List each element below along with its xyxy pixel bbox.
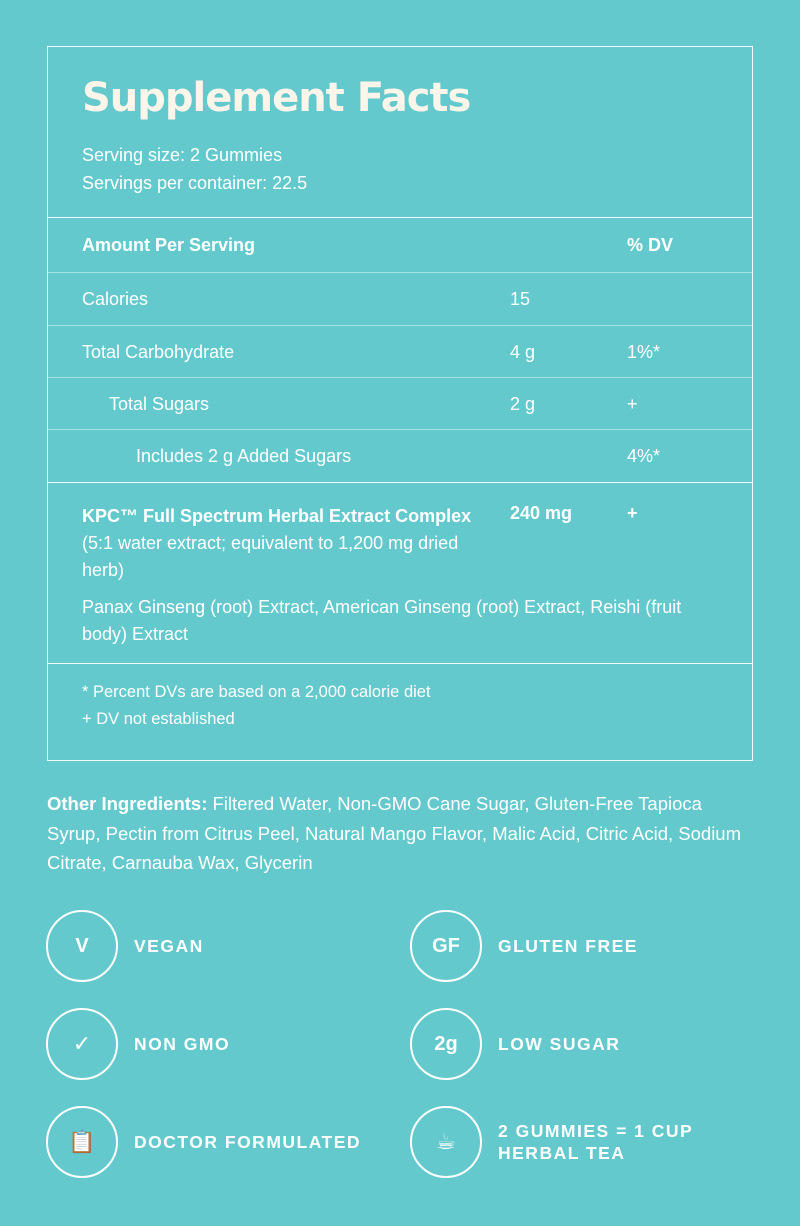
other-ingredients [47,789,757,878]
badge-gluten-free [410,910,638,982]
badge-label-non-gmo: NON GMO [134,1034,231,1054]
row-name-total-sugars: Total Sugars [109,394,210,414]
serving-size: Serving size: 2 Gummies [82,145,283,165]
badge-label-herbal-tea: 2 GUMMIES = 1 CUP HERBAL TEA [498,1121,694,1163]
row-name-calories: Calories [82,289,149,309]
vegan-icon: V [46,910,118,982]
row-dv-carbohydrate: 1%* [627,342,661,362]
tea-cup-icon: ☕ [410,1106,482,1178]
dv-header: % DV [627,235,674,255]
row-amount-calories: 15 [510,289,531,309]
row-dv-added-sugars: 4%* [627,446,661,466]
herbal-extract-ingredients: Panax Ginseng (root) Extract, American Ginseng (root) Extract, Reishi (fruit body) Extract [82,597,682,644]
supplement-facts-panel [47,46,753,761]
badge-doctor-formulated [46,1106,361,1178]
table-row [48,430,752,483]
other-ingredients-label: Other Ingredients: [47,793,208,814]
badge-label-vegan: VEGAN [134,936,204,956]
facts-title: Supplement Facts [82,75,471,121]
low-sugar-icon: 2g [410,1008,482,1080]
row-amount-total-sugars: 2 g [510,394,536,414]
table-row [48,326,752,378]
badge-herbal-tea [410,1106,693,1178]
row-amount-carbohydrate: 4 g [510,342,536,362]
other-ingredients-text: Filtered Water, Non-GMO Cane Sugar, Gluten-Free Tapioca Syrup, Pectin from Citrus Peel, Natural Mango Flavor, Malic Acid, Citric Acid, Sodium Citrate, Carnauba Wax, Glycerin [47,793,742,873]
table-row [48,378,752,430]
table-header-row [48,218,752,273]
checkmark-icon: ✓ [46,1008,118,1080]
servings-per-container: Servings per container: 22.5 [82,173,308,193]
badge-label-gluten-free: GLUTEN FREE [498,936,638,956]
herbal-extract-dv: + [627,503,638,523]
row-dv-total-sugars: + [627,394,638,414]
herbal-extract-amount: 240 mg [510,503,573,523]
amount-per-serving-header: Amount Per Serving [82,235,256,255]
herbal-extract-name [82,503,492,584]
badge-low-sugar [410,1008,620,1080]
clipboard-icon: 📋 [46,1106,118,1178]
badge-label-doctor-formulated: DOCTOR FORMULATED [134,1132,362,1152]
footnote-dv-not-established: + DV not established [82,710,235,728]
table-row [48,273,752,326]
herbal-extract-name-bold: KPC™ Full Spectrum Herbal Extract Complex [82,506,472,526]
gluten-free-icon: GF [410,910,482,982]
badge-label-low-sugar: LOW SUGAR [498,1034,621,1054]
row-name-carbohydrate: Total Carbohydrate [82,342,235,362]
footnote-percent-dv: * Percent DVs are based on a 2,000 calorie diet [82,683,431,701]
row-name-added-sugars: Includes 2 g Added Sugars [136,446,352,466]
herbal-extract-row [48,483,752,664]
badge-non-gmo [46,1008,230,1080]
herbal-extract-name-detail: (5:1 water extract; equivalent to 1,200 mg dried herb) [82,533,459,580]
facts-header [48,47,752,218]
badge-vegan [46,910,204,982]
